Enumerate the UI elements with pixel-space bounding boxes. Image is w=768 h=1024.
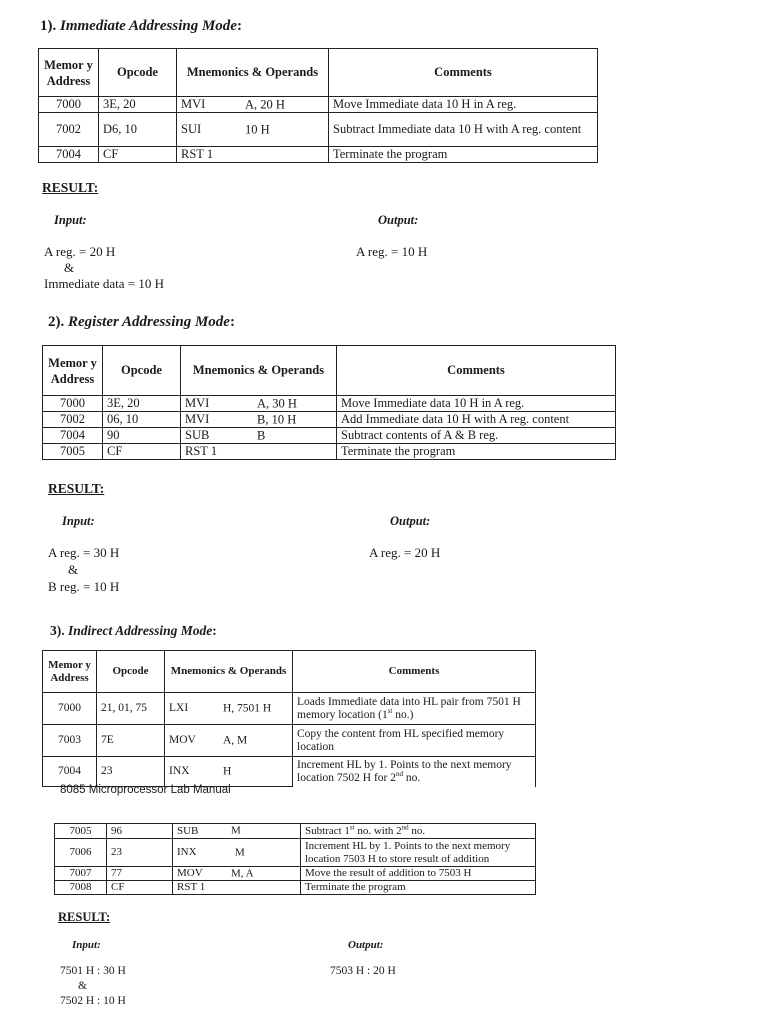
output-value: A reg. = 10 H [356,244,428,259]
operand: M, A [231,867,254,879]
cell-mnemonic [173,881,301,895]
section-2-colon: : [229,314,235,330]
cell-mnemonic [181,444,337,460]
cell-mnemonic [173,867,301,881]
operand: 10 H [245,122,270,136]
header-comments: Comments [337,346,616,396]
cell-address: 7004 [43,757,97,787]
cell-mnemonic [173,839,301,867]
header-address: Memor y Address [43,346,103,396]
header-opcode: Opcode [97,651,165,693]
table-row [55,824,536,839]
input-value: A reg. = 30 H [48,545,120,560]
cell-opcode: 23 [107,839,173,867]
input-label: Input: [72,939,101,951]
cell-address: 7003 [43,725,97,757]
section-3-table-part-1 [42,650,536,787]
section-1-heading [40,18,242,35]
output-label: Output: [390,514,431,528]
input-label: Input: [62,514,95,528]
table-row [43,396,616,412]
cell-address: 7006 [55,839,107,867]
header-comments: Comments [329,49,598,97]
result-label: RESULT: [48,481,105,496]
cell-address: 7005 [43,444,103,460]
mnemonic: SUI [181,122,202,136]
cell-comment: Move Immediate data 10 H in A reg. [329,97,598,113]
cell-mnemonic [181,396,337,412]
table-row [55,867,536,881]
header-mnemonics: Mnemonics & Operands [165,651,293,693]
header-opcode: Opcode [99,49,177,97]
operand: B, 10 H [257,412,297,426]
operand: H [223,765,232,777]
header-mnemonics: Mnemonics & Operands [177,49,329,97]
input-value: A reg. = 20 H [44,244,116,259]
cell-opcode: CF [107,881,173,895]
cell-comment: Terminate the program [329,147,598,163]
page-footer: 8085 Microprocessor Lab Manual [60,784,231,796]
operand: A, 20 H [245,97,285,111]
cell-comment: Subtract contents of A & B reg. [337,428,616,444]
cell-opcode: 3E, 20 [99,97,177,113]
mnemonic: INX [177,846,197,858]
cell-address: 7000 [43,693,97,725]
cell-opcode: 23 [97,757,165,787]
cell-address: 7000 [39,97,99,113]
result-label: RESULT: [42,180,99,195]
section-3-title: Indirect Addressing Mode [68,623,213,638]
mnemonic: RST 1 [177,881,206,893]
cell-address: 7002 [43,412,103,428]
cell-address: 7004 [39,147,99,163]
header-address: Memor y Address [43,651,97,693]
input-label: Input: [54,213,87,227]
cell-mnemonic [165,757,293,787]
input-value: 7502 H : 10 H [60,995,126,1007]
table-row [43,412,616,428]
section-3-colon: : [212,623,217,638]
mnemonic: RST 1 [185,444,218,458]
output-value: A reg. = 20 H [369,545,441,560]
cell-mnemonic [181,412,337,428]
header-opcode: Opcode [103,346,181,396]
mnemonic: SUB [185,428,210,442]
table-row [39,113,598,147]
section-3-heading [50,623,217,639]
cell-opcode: 3E, 20 [103,396,181,412]
table-row [43,444,616,460]
operand: A, M [223,734,248,746]
section-2-number: 2). [48,314,65,330]
cell-opcode: 77 [107,867,173,881]
section-3-table-part-2 [54,823,536,895]
mnemonic: MVI [181,97,206,111]
cell-comment: Increment HL by 1. Points to the next memory location 7503 H to store result of addition [301,839,536,867]
mnemonic: SUB [177,824,199,837]
section-1-title: Immediate Addressing Mode [60,18,237,34]
cell-address: 7008 [55,881,107,895]
cell-comment: Subtract Immediate data 10 H with A reg. content [329,113,598,147]
cell-opcode: 96 [107,824,173,839]
cell-opcode: CF [99,147,177,163]
operand: B [257,428,266,442]
cell-address: 7004 [43,428,103,444]
input-value: B reg. = 10 H [48,579,120,594]
operand: M [231,824,241,837]
cell-mnemonic [165,693,293,725]
cell-comment: Terminate the program [301,881,536,895]
output-label: Output: [378,213,419,227]
table-row [43,693,536,725]
cell-address: 7005 [55,824,107,839]
cell-comment: Subtract 1st no. with 2nd no. [301,824,536,839]
input-value: Immediate data = 10 H [44,276,164,291]
table-header-row [43,651,536,693]
table-row [39,147,598,163]
section-2-heading [48,314,235,331]
cell-comment: Copy the content from HL specified memory location [293,725,536,757]
cell-comment: Move Immediate data 10 H in A reg. [337,396,616,412]
input-ampersand: & [64,260,75,275]
cell-opcode: 21, 01, 75 [97,693,165,725]
input-ampersand: & [68,562,79,577]
cell-mnemonic [173,824,301,839]
header-address: Memor y Address [39,49,99,97]
cell-address: 7002 [39,113,99,147]
cell-mnemonic [177,147,329,163]
section-2-table [42,345,616,460]
cell-opcode: D6, 10 [99,113,177,147]
input-ampersand: & [78,980,87,992]
header-comments: Comments [293,651,536,693]
cell-mnemonic [181,428,337,444]
section-1-colon: : [236,18,242,34]
header-mnemonics: Mnemonics & Operands [181,346,337,396]
output-value: 7503 H : 20 H [330,965,396,977]
operand: H, 7501 H [223,702,272,714]
section-3-number: 3). [50,623,65,638]
cell-opcode: CF [103,444,181,460]
table-header-row [39,49,598,97]
mnemonic: MVI [185,412,210,426]
cell-address: 7000 [43,396,103,412]
cell-opcode: 06, 10 [103,412,181,428]
cell-comment: Increment HL by 1. Points to the next memory location 7502 H for 2nd no. [293,757,536,787]
cell-comment: Add Immediate data 10 H with A reg. content [337,412,616,428]
cell-mnemonic [177,97,329,113]
mnemonic: RST 1 [181,147,214,161]
mnemonic: MOV [169,734,196,746]
table-row [43,725,536,757]
cell-comment: Move the result of addition to 7503 H [301,867,536,881]
cell-mnemonic [177,113,329,147]
cell-comment: Loads Immediate data into HL pair from 7501 H memory location (1st no.) [293,693,536,725]
operand: A, 30 H [257,396,297,410]
table-row [55,839,536,867]
section-2-title: Register Addressing Mode [68,314,230,330]
input-value: 7501 H : 30 H [60,965,126,977]
section-1-number: 1). [40,18,57,34]
mnemonic: INX [169,765,190,777]
mnemonic: MOV [177,867,203,879]
cell-opcode: 90 [103,428,181,444]
table-header-row [43,346,616,396]
mnemonic: MVI [185,396,210,410]
cell-address: 7007 [55,867,107,881]
operand: M [235,846,245,858]
cell-comment: Terminate the program [337,444,616,460]
table-row [43,757,536,787]
result-label: RESULT: [58,910,111,924]
mnemonic: LXI [169,702,189,714]
section-1-table [38,48,598,163]
cell-opcode: 7E [97,725,165,757]
table-row [55,881,536,895]
table-row [43,428,616,444]
output-label: Output: [348,939,384,951]
table-row [39,97,598,113]
cell-mnemonic [165,725,293,757]
